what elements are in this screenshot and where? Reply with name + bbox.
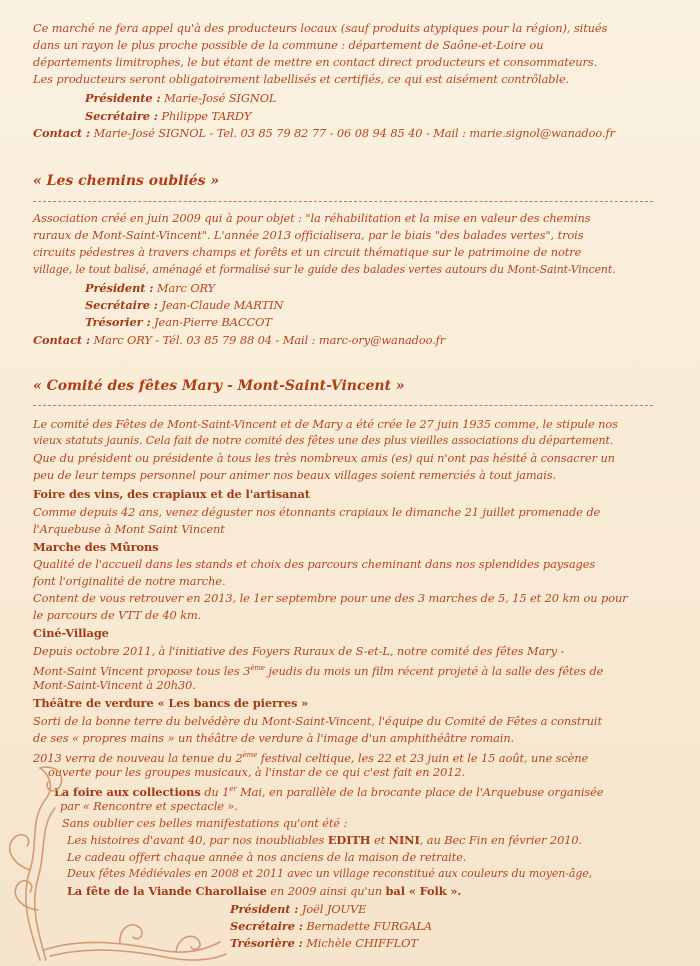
secretaire-line <box>230 919 432 933</box>
secretaire-line <box>85 298 283 312</box>
secretaire-label: Secrétaire : <box>85 298 158 312</box>
tresorier-name: Jean-Pierre BACCOT <box>154 315 272 329</box>
text-line: Que du président ou présidente à tous les très nombreux amis (es) qui n'ont pas hésité à consacrer un <box>33 451 615 465</box>
edith-name: EDITH <box>327 833 371 847</box>
contact-details: Marie-José SIGNOL - Tel. 03 85 79 82 77 - 06 08 94 85 40 - Mail : marie.signol@wanadoo.fr <box>93 126 615 140</box>
text-line <box>33 661 603 678</box>
secretaire-line <box>85 109 251 123</box>
text-line: départements limitrophes, le but étant de mettre en contact direct producteurs et consommateurs. <box>33 55 598 69</box>
text-fragment: Mai, en parallèle de la brocante place de l'Arquebuse organisée <box>236 784 604 799</box>
text-line: de ses « propres mains » un théâtre de verdure à l'image d'un amphithéâtre romain. <box>33 731 515 745</box>
theatre-title: Théâtre de verdure « Les bancs de pierres » <box>33 696 309 710</box>
text-line: Association créé en juin 2009 qui à pour objet : "la réhabilitation et la mise en valeur des chemins <box>33 211 591 225</box>
text-fragment: Les histoires d'avant 40, par nos inoubliables <box>67 833 328 847</box>
secretaire-name: Bernadette FURGALA <box>306 919 433 933</box>
superscript: ème <box>250 664 265 672</box>
superscript: ème <box>242 751 258 759</box>
text-line: Mont-Saint-Vincent à 20h30. <box>33 678 196 692</box>
corner-ornament <box>0 760 230 966</box>
text-fragment: , au Bec Fin en février 2010. <box>419 833 583 847</box>
text-fragment: en 2009 ainsi qu'un <box>266 884 386 898</box>
text-line: peu de leur temps personnel pour animer nos beaux villages soient remerciés à tout jamais. <box>33 468 557 482</box>
president-line <box>85 281 215 295</box>
text-line: Deux fêtes Médiévales en 2008 et 2011 avec un village reconstitué aux couleurs du moyen-âge, <box>67 867 593 880</box>
presidente-name: Marie-José SIGNOL <box>164 91 277 105</box>
text-fragment: jeudis du mois un film récent projeté à la salle des fêtes de <box>264 663 604 678</box>
text-fragment: Mont-Saint Vincent propose tous les 3 <box>33 663 251 678</box>
marche-title: Marche des Mûrons <box>33 540 159 554</box>
text-line: Ce marché ne fera appel qu'à des producteurs locaux (sauf produits atypiques pour la région), situés <box>33 21 608 35</box>
text-line: Le cadeau offert chaque année à nos anciens de la maison de retraite. <box>67 850 467 864</box>
text-line: Le comité des Fêtes de Mont-Saint-Vincent et de Mary a été crée le 27 juin 1935 comme, le stipule nos <box>33 417 618 431</box>
text-fragment: 2013 verra de nouveau la tenue du 2 <box>33 750 243 765</box>
text-line: par « Rencontre et spectacle ». <box>60 799 238 813</box>
bal-folk: bal « Folk ». <box>385 884 462 898</box>
foire-collections-title: La foire aux collections <box>54 784 201 799</box>
tresoriere-label: Trésorière : <box>230 936 303 950</box>
contact-label: Contact : <box>33 333 91 347</box>
text-line: Comme depuis 42 ans, venez déguster nos étonnants crapiaux le dimanche 21 juillet promenade de <box>33 505 601 519</box>
president-line <box>230 902 366 916</box>
text-line: Qualité de l'accueil dans les stands et choix des parcours cheminant dans nos splendides paysages <box>33 557 596 571</box>
text-line: le parcours de VTT de 40 km. <box>33 608 202 622</box>
text-line: font l'originalité de notre marche. <box>33 574 226 588</box>
text-fragment: et <box>370 833 389 847</box>
text-line: ruraux de Mont-Saint-Vincent". L'année 2013 officialisera, par le biais "des balades vertes", trois <box>33 228 584 242</box>
tresorier-line <box>85 315 272 329</box>
president-label: Président : <box>230 902 299 916</box>
section-heading: « Les chemins oubliés » <box>33 173 220 189</box>
secretaire-label: Secrétaire : <box>230 919 303 933</box>
secretaire-name: Philippe TARDY <box>161 109 252 123</box>
contact-label: Contact : <box>33 126 91 140</box>
text-line: dans un rayon le plus proche possible de la commune : département de Saône-et-Loire ou <box>33 38 544 52</box>
tresoriere-line <box>230 936 418 950</box>
tresorier-label: Trésorier : <box>85 315 151 329</box>
cine-title: Ciné-Village <box>33 626 109 640</box>
dashed-divider <box>33 201 653 202</box>
foire-title: Foire des vins, des crapiaux et de l'artisanat <box>33 487 310 501</box>
contact-details: Marc ORY - Tél. 03 85 79 88 04 - Mail : marc-ory@wanadoo.fr <box>93 333 446 347</box>
superscript: er <box>229 785 237 793</box>
text-line: vieux statuts jaunis. Cela fait de notre comité des fêtes une des plus vieilles associations du département. <box>33 434 614 447</box>
text-line: Les producteurs seront obligatoirement labellisés et certifiés, ce qui est aisément contrôlable. <box>33 72 570 86</box>
nini-name: NINI <box>388 833 420 847</box>
tresoriere-name: Michèle CHIFFLOT <box>306 936 418 950</box>
text-line: circuits pédestres à travers champs et forêts et un circuit thématique sur le patrimoine de notre <box>33 245 582 259</box>
text-line: Depuis octobre 2011, à l'initiative des Foyers Ruraux de S-et-L, notre comité des fêtes Mary - <box>33 644 565 658</box>
contact-line <box>33 333 445 347</box>
text-fragment: du 1 <box>200 784 230 799</box>
section-heading: « Comité des fêtes Mary - Mont-Saint-Vincent » <box>33 378 405 394</box>
secretaire-name: Jean-Claude MARTIN <box>161 298 284 312</box>
president-name: Marc ORY <box>156 281 216 295</box>
presidente-label: Présidente : <box>85 91 161 105</box>
text-line: Sorti de la bonne terre du belvédère du Mont-Saint-Vincent, l'équipe du Comité de Fêtes a construit <box>33 714 602 728</box>
text-line: ouverte pour les groupes musicaux, à l'instar de ce qui c'est fait en 2012. <box>48 765 466 779</box>
text-line: village, le tout balisé, aménagé et formalisé sur le guide des balades vertes autours du Mont-Saint-Vincent. <box>33 263 616 276</box>
text-fragment: festival celtique, les 22 et 23 juin et le 15 août, une scène <box>257 750 589 765</box>
president-label: Président : <box>85 281 154 295</box>
viande-title: La fête de la Viande Charollaise <box>67 884 267 898</box>
secretaire-label: Secrétaire : <box>85 109 158 123</box>
contact-line <box>33 126 615 140</box>
text-line: l'Arquebuse à Mont Saint Vincent <box>33 522 225 536</box>
text-line: Content de vous retrouver en 2013, le 1er septembre pour une des 3 marches de 5, 15 et 20 km ou pour <box>33 591 628 605</box>
president-name: Joël JOUVE <box>301 902 367 916</box>
dashed-divider <box>33 405 653 406</box>
presidente-line <box>85 91 276 105</box>
text-line: Sans oublier ces belles manifestations qu'ont été : <box>62 816 348 830</box>
